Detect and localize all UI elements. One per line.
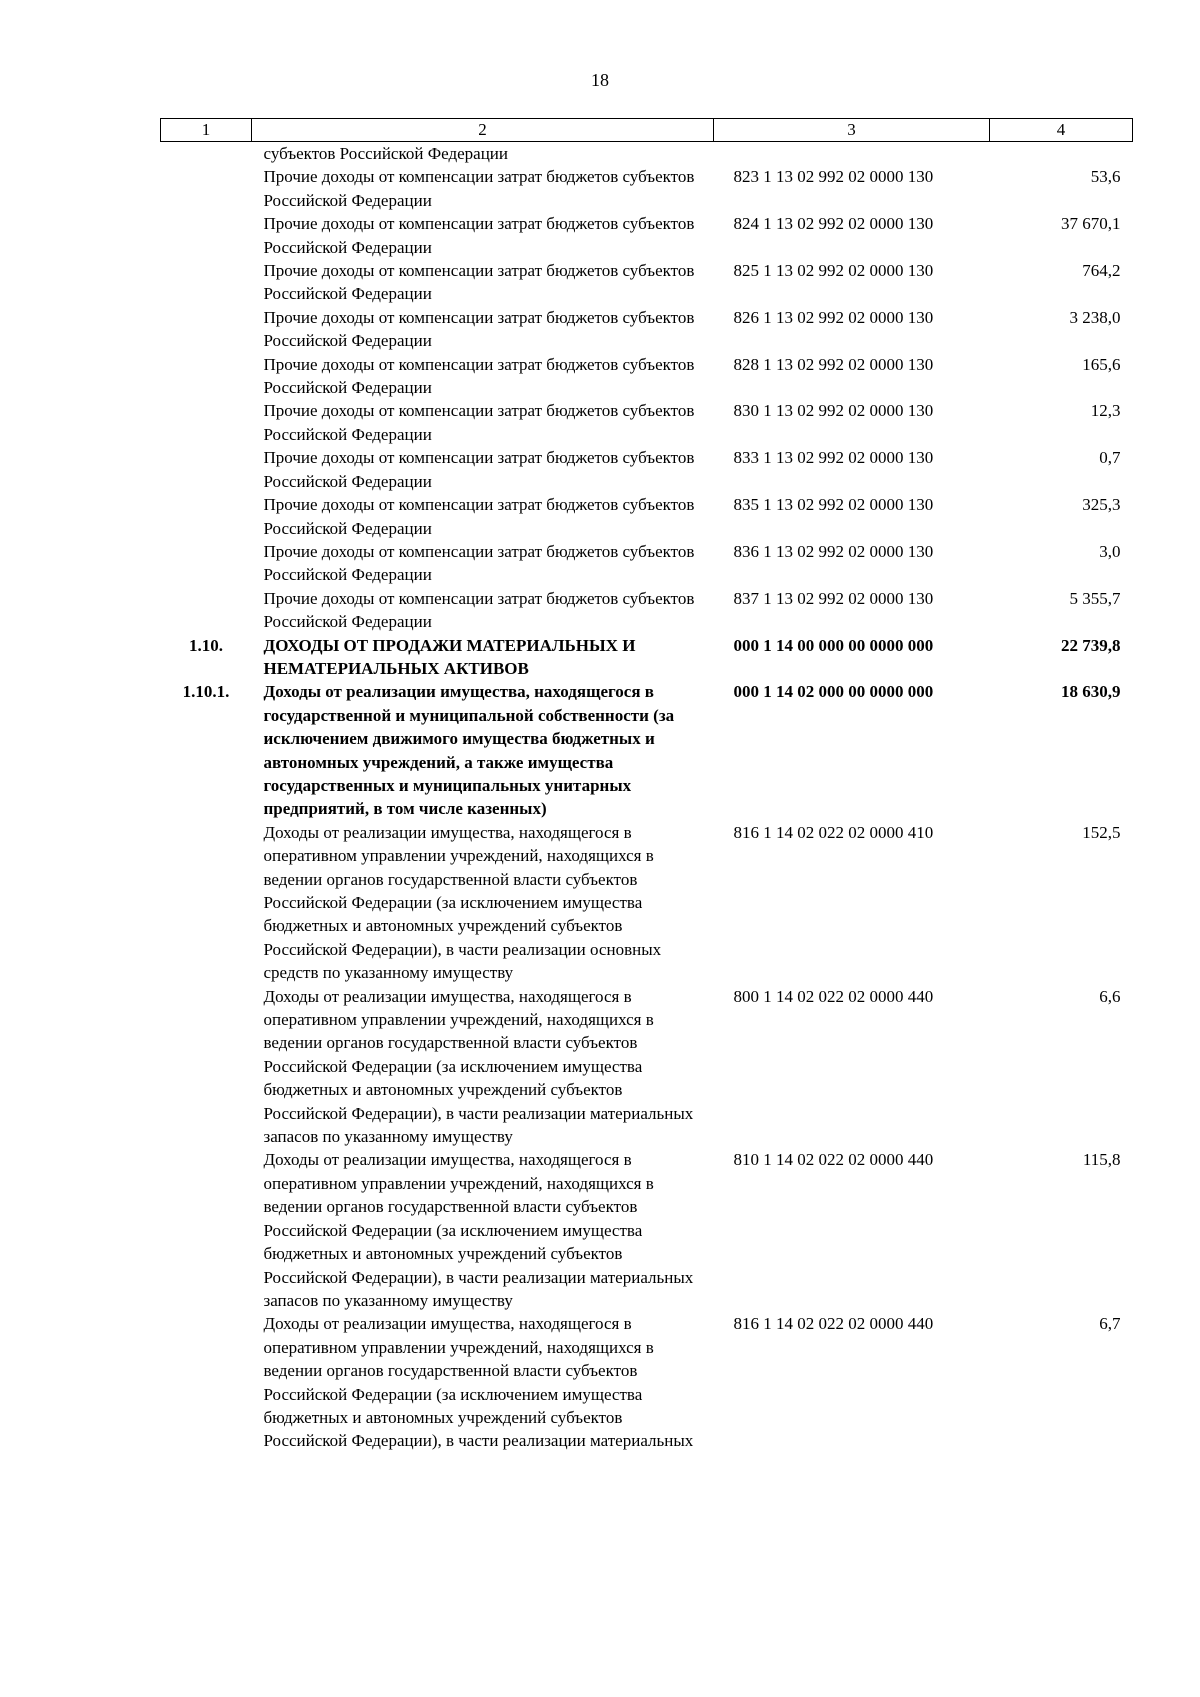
row-name: субъектов Российской Федерации (263, 144, 508, 163)
row-code: 825 1 13 02 992 02 0000 130 (733, 261, 934, 281)
row-number (161, 1312, 252, 1452)
table-row (161, 142, 1133, 166)
page-number: 18 (591, 70, 609, 90)
row-code: 826 1 13 02 992 02 0000 130 (733, 307, 934, 327)
row-number (161, 446, 252, 493)
header-row (161, 119, 1133, 142)
row-code: 833 1 13 02 992 02 0000 130 (733, 448, 934, 468)
column-header-2: 2 (252, 119, 714, 142)
row-amount: 6,6 (1099, 986, 1121, 1006)
row-number (161, 259, 252, 306)
table-row (161, 399, 1133, 446)
row-number (161, 1148, 252, 1312)
table-row (161, 212, 1133, 259)
table-row (161, 1312, 1133, 1452)
row-amount: 152,5 (1082, 822, 1121, 842)
row-code: 836 1 13 02 992 02 0000 130 (733, 541, 934, 561)
row-code: 830 1 13 02 992 02 0000 130 (733, 401, 934, 421)
row-amount: 3,0 (1099, 541, 1121, 561)
row-code (714, 142, 990, 166)
row-amount: 764,2 (1082, 261, 1121, 281)
table-row (161, 259, 1133, 306)
row-number: 1.10.1. (182, 682, 230, 702)
table-row (161, 821, 1133, 985)
row-code: 810 1 14 02 022 02 0000 440 (733, 1150, 934, 1170)
row-name: Доходы от реализации имущества, находящегося в государственной и муниципальной собственности (за исключением движимого имущества бюджетных и автономных учреждений, а также имущества государственных и муниципальных унитарных предприятий, в том числе казенных) (263, 682, 675, 819)
row-name: Прочие доходы от компенсации затрат бюджетов субъектов Российской Федерации (263, 401, 695, 444)
row-amount: 12,3 (1090, 401, 1121, 421)
row-code: 816 1 14 02 022 02 0000 410 (733, 822, 934, 842)
row-name: Доходы от реализации имущества, находящегося в оперативном управлении учреждений, находящихся в ведении органов государственной власти субъектов Российской Федерации (за исключением имущества бюджетных и автономных учреждений субъектов Российской Федерации), в части реализации материальных запасов по указанному имуществу (263, 986, 694, 1147)
row-amount: 0,7 (1099, 448, 1121, 468)
row-number (161, 540, 252, 587)
table-row (161, 353, 1133, 400)
row-code: 000 1 14 02 000 00 0000 000 (733, 682, 934, 702)
row-code: 837 1 13 02 992 02 0000 130 (733, 588, 934, 608)
row-number (161, 212, 252, 259)
row-name: Прочие доходы от компенсации затрат бюджетов субъектов Российской Федерации (263, 448, 695, 491)
column-header-3: 3 (714, 119, 990, 142)
table-row (161, 540, 1133, 587)
row-amount: 165,6 (1082, 354, 1121, 374)
table-row (161, 446, 1133, 493)
row-amount: 5 355,7 (1069, 588, 1121, 608)
row-name: Прочие доходы от компенсации затрат бюджетов субъектов Российской Федерации (263, 167, 695, 210)
row-number (161, 821, 252, 985)
row-number: 1.10. (189, 635, 223, 655)
table-body (161, 142, 1133, 1453)
row-amount: 37 670,1 (1061, 214, 1121, 234)
row-amount: 22 739,8 (1061, 635, 1121, 655)
table-row (161, 587, 1133, 634)
row-name: Прочие доходы от компенсации затрат бюджетов субъектов Российской Федерации (263, 541, 695, 585)
row-number (161, 142, 252, 166)
row-name: ДОХОДЫ ОТ ПРОДАЖИ МАТЕРИАЛЬНЫХ И НЕМАТЕРИАЛЬНЫХ АКТИВОВ (263, 635, 636, 678)
row-name: Доходы от реализации имущества, находящегося в оперативном управлении учреждений, находящихся в ведении органов государственной власти субъектов Российской Федерации (за исключением имущества бюджетных и автономных учреждений субъектов Российской Федерации), в части реализации материальных (263, 1314, 694, 1451)
row-amount: 53,6 (1090, 167, 1121, 187)
row-number (161, 399, 252, 446)
row-name: Прочие доходы от компенсации затрат бюджетов субъектов Российской Федерации (263, 307, 695, 351)
row-name: Прочие доходы от компенсации затрат бюджетов субъектов Российской Федерации (263, 495, 695, 538)
row-code: 828 1 13 02 992 02 0000 130 (733, 354, 934, 374)
table-row (161, 1148, 1133, 1312)
table-row (161, 165, 1133, 212)
row-amount: 115,8 (1082, 1150, 1121, 1170)
table-header (161, 119, 1133, 142)
row-code: 000 1 14 00 000 00 0000 000 (733, 635, 934, 655)
row-name: Прочие доходы от компенсации затрат бюджетов субъектов Российской Федерации (263, 588, 695, 632)
row-number (161, 306, 252, 353)
row-name: Доходы от реализации имущества, находящегося в оперативном управлении учреждений, находящихся в ведении органов государственной власти субъектов Российской Федерации (за исключением имущества бюджетных и автономных учреждений субъектов Российской Федерации), в части реализации материальных запасов по указанному имуществу (263, 1150, 694, 1310)
table-row (161, 493, 1133, 540)
row-number (161, 165, 252, 212)
table-row (161, 680, 1133, 820)
table-row (161, 985, 1133, 1149)
row-number (161, 985, 252, 1149)
row-code: 835 1 13 02 992 02 0000 130 (733, 495, 934, 515)
row-number (161, 353, 252, 400)
revenue-table (160, 118, 1133, 1453)
row-name: Прочие доходы от компенсации затрат бюджетов субъектов Российской Федерации (263, 214, 695, 257)
row-code: 823 1 13 02 992 02 0000 130 (733, 167, 934, 187)
row-amount: 325,3 (1082, 495, 1121, 515)
column-header-1: 1 (161, 119, 252, 142)
row-number (161, 587, 252, 634)
row-code: 800 1 14 02 022 02 0000 440 (733, 986, 934, 1006)
table-row (161, 634, 1133, 681)
row-name: Прочие доходы от компенсации затрат бюджетов субъектов Российской Федерации (263, 354, 695, 398)
row-amount: 6,7 (1099, 1314, 1121, 1334)
row-name: Прочие доходы от компенсации затрат бюджетов субъектов Российской Федерации (263, 261, 695, 304)
row-code: 824 1 13 02 992 02 0000 130 (733, 214, 934, 234)
row-amount (990, 142, 1133, 166)
row-amount: 18 630,9 (1061, 682, 1121, 702)
row-number (161, 493, 252, 540)
column-header-4: 4 (990, 119, 1133, 142)
row-code: 816 1 14 02 022 02 0000 440 (733, 1314, 934, 1334)
row-amount: 3 238,0 (1069, 307, 1121, 327)
row-name: Доходы от реализации имущества, находящегося в оперативном управлении учреждений, находящихся в ведении органов государственной власти субъектов Российской Федерации (за исключением имущества бюджетных и автономных учреждений субъектов Российской Федерации), в части реализации основных средств по указанному имуществу (263, 822, 662, 983)
table-row (161, 306, 1133, 353)
